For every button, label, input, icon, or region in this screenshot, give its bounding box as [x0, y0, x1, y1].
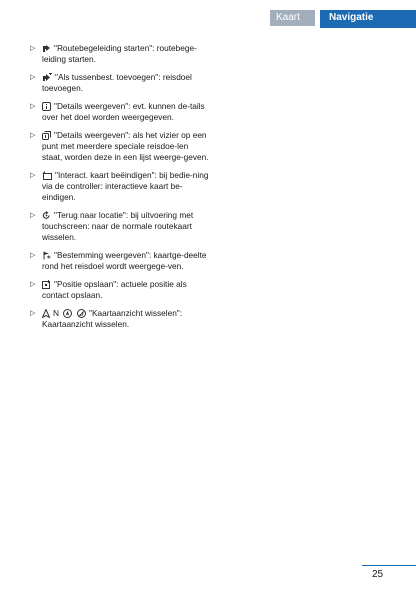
bullet-arrow-icon: ▷	[30, 252, 36, 259]
save-position-icon	[42, 280, 51, 289]
show-destination-icon	[42, 251, 51, 260]
map-north-icon	[42, 309, 50, 318]
exit-map-icon	[42, 171, 52, 180]
list-item	[30, 170, 210, 203]
add-waypoint-icon	[42, 73, 52, 82]
crumb-kaart: Kaart	[270, 10, 315, 26]
footer-line	[362, 565, 416, 566]
return-to-location-icon	[42, 211, 51, 220]
item-text: "Interact. kaart beëindigen": bij bedie-ning via de controller: interactieve kaart be-eindigen.	[42, 170, 209, 202]
crumb-navigatie: Navigatie	[320, 10, 416, 26]
list-item	[30, 130, 210, 163]
list-item	[30, 43, 210, 65]
bullet-arrow-icon: ▷	[30, 132, 36, 139]
details-icon	[42, 102, 51, 111]
item-text: "Details weergeven": als het vizier op een punt met meerdere speciale reisdoe-len staat, worden deze in een lijst weerge-geven.	[42, 130, 209, 162]
item-text: "Kaartaanzicht wisselen": Kaartaanzicht wisselen.	[42, 308, 183, 329]
header-underline	[320, 26, 416, 28]
list-item	[30, 279, 210, 301]
item-text: "Details weergeven": evt. kunnen de-tails over het doel worden weergegeven.	[42, 101, 205, 122]
bullet-arrow-icon: ▷	[30, 310, 36, 317]
list-item	[30, 101, 210, 123]
option-list	[30, 43, 210, 337]
item-text: "Positie opslaan": actuele positie als contact opslaan.	[42, 279, 187, 300]
list-item	[30, 72, 210, 94]
bullet-arrow-icon: ▷	[30, 74, 36, 81]
page-number: 25	[372, 569, 384, 580]
list-item	[30, 250, 210, 272]
map-heading-icon	[63, 309, 72, 318]
bullet-arrow-icon: ▷	[30, 103, 36, 110]
map-perspective-icon	[77, 309, 86, 318]
list-item	[30, 210, 210, 243]
bullet-arrow-icon: ▷	[30, 212, 36, 219]
header-breadcrumb	[270, 10, 416, 26]
item-text: "Routebegeleiding starten": routebege-leiding starten.	[42, 43, 197, 64]
details-list-icon	[42, 131, 51, 140]
map-north-label: N	[53, 308, 59, 318]
item-text: "Als tussenbest. toevoegen": reisdoel toevoegen.	[42, 72, 192, 93]
item-text: "Bestemming weergeven": kaartge-deelte rond het reisdoel wordt weergege-ven.	[42, 250, 207, 271]
bullet-arrow-icon: ▷	[30, 281, 36, 288]
bullet-arrow-icon: ▷	[30, 172, 36, 179]
list-item	[30, 308, 210, 330]
item-text: "Terug naar locatie": bij uitvoering met touchscreen: naar de normale routekaart wisselen.	[42, 210, 194, 242]
bullet-arrow-icon: ▷	[30, 45, 36, 52]
route-guidance-icon	[42, 44, 51, 53]
